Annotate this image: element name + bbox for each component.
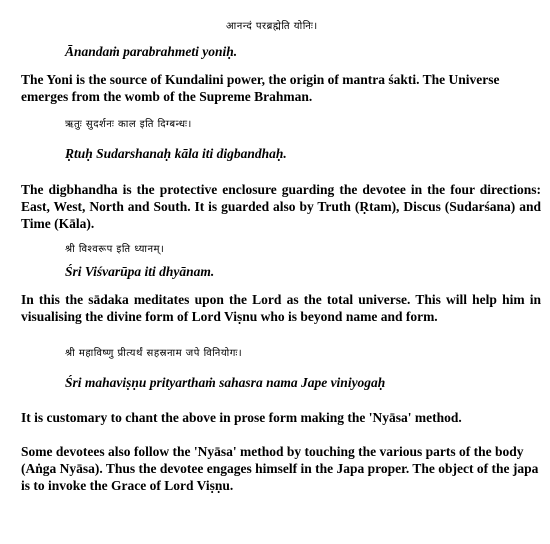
paragraph-digbandha: The digbhandha is the protective enclosure guarding the devotee in the four directions: East, West, North and South. It is guarded also by Truth (Ṛtam), Discus (Sudarśana) and Time (Kāla).	[21, 182, 541, 231]
verse3-transliteration: Śri Viśvarūpa iti dhyānam.	[65, 264, 215, 279]
verse1-transliteration: Ānandaṁ parabrahmeti yoniḥ.	[65, 44, 238, 59]
verse3-devanagari: श्री विश्वरूप इति ध्यानम्।	[65, 244, 165, 255]
verse2-transliteration: Ṛtuḥ Sudarshanaḥ kāla iti digbandhaḥ.	[65, 146, 287, 161]
paragraph-anga-nyasa: Some devotees also follow the 'Nyāsa' method by touching the various parts of the body (Aṅga Nyāsa). Thus the devotee engages himself in the Japa proper. The object of the japa is to invoke the Grace of Lord Viṣṇu.	[21, 444, 539, 493]
verse4-transliteration: Śri mahaviṣṇu prityarthaṁ sahasra nama Jape viniyogaḥ	[65, 375, 386, 390]
paragraph-yoni: The Yoni is the source of Kundalini power, the origin of mantra śakti. The Universe emerges from the womb of the Supreme Brahman.	[21, 72, 500, 104]
verse2-devanagari: ऋतुः सुदर्शनः काल इति दिग्बन्धः।	[65, 119, 192, 130]
verse1-devanagari: आनन्दं परब्रह्मेति योनिः।	[226, 21, 318, 32]
paragraph-nyasa-prose: It is customary to chant the above in prose form making the 'Nyāsa' method.	[21, 410, 462, 425]
verse4-devanagari: श्री महाविष्णु प्रीत्यर्थं सहस्रनाम जपे विनियोगः।	[65, 348, 243, 359]
paragraph-dhyanam: In this the sādaka meditates upon the Lord as the total universe. This will help him in visualising the divine form of Lord Viṣnu who is beyond name and form.	[21, 292, 541, 324]
